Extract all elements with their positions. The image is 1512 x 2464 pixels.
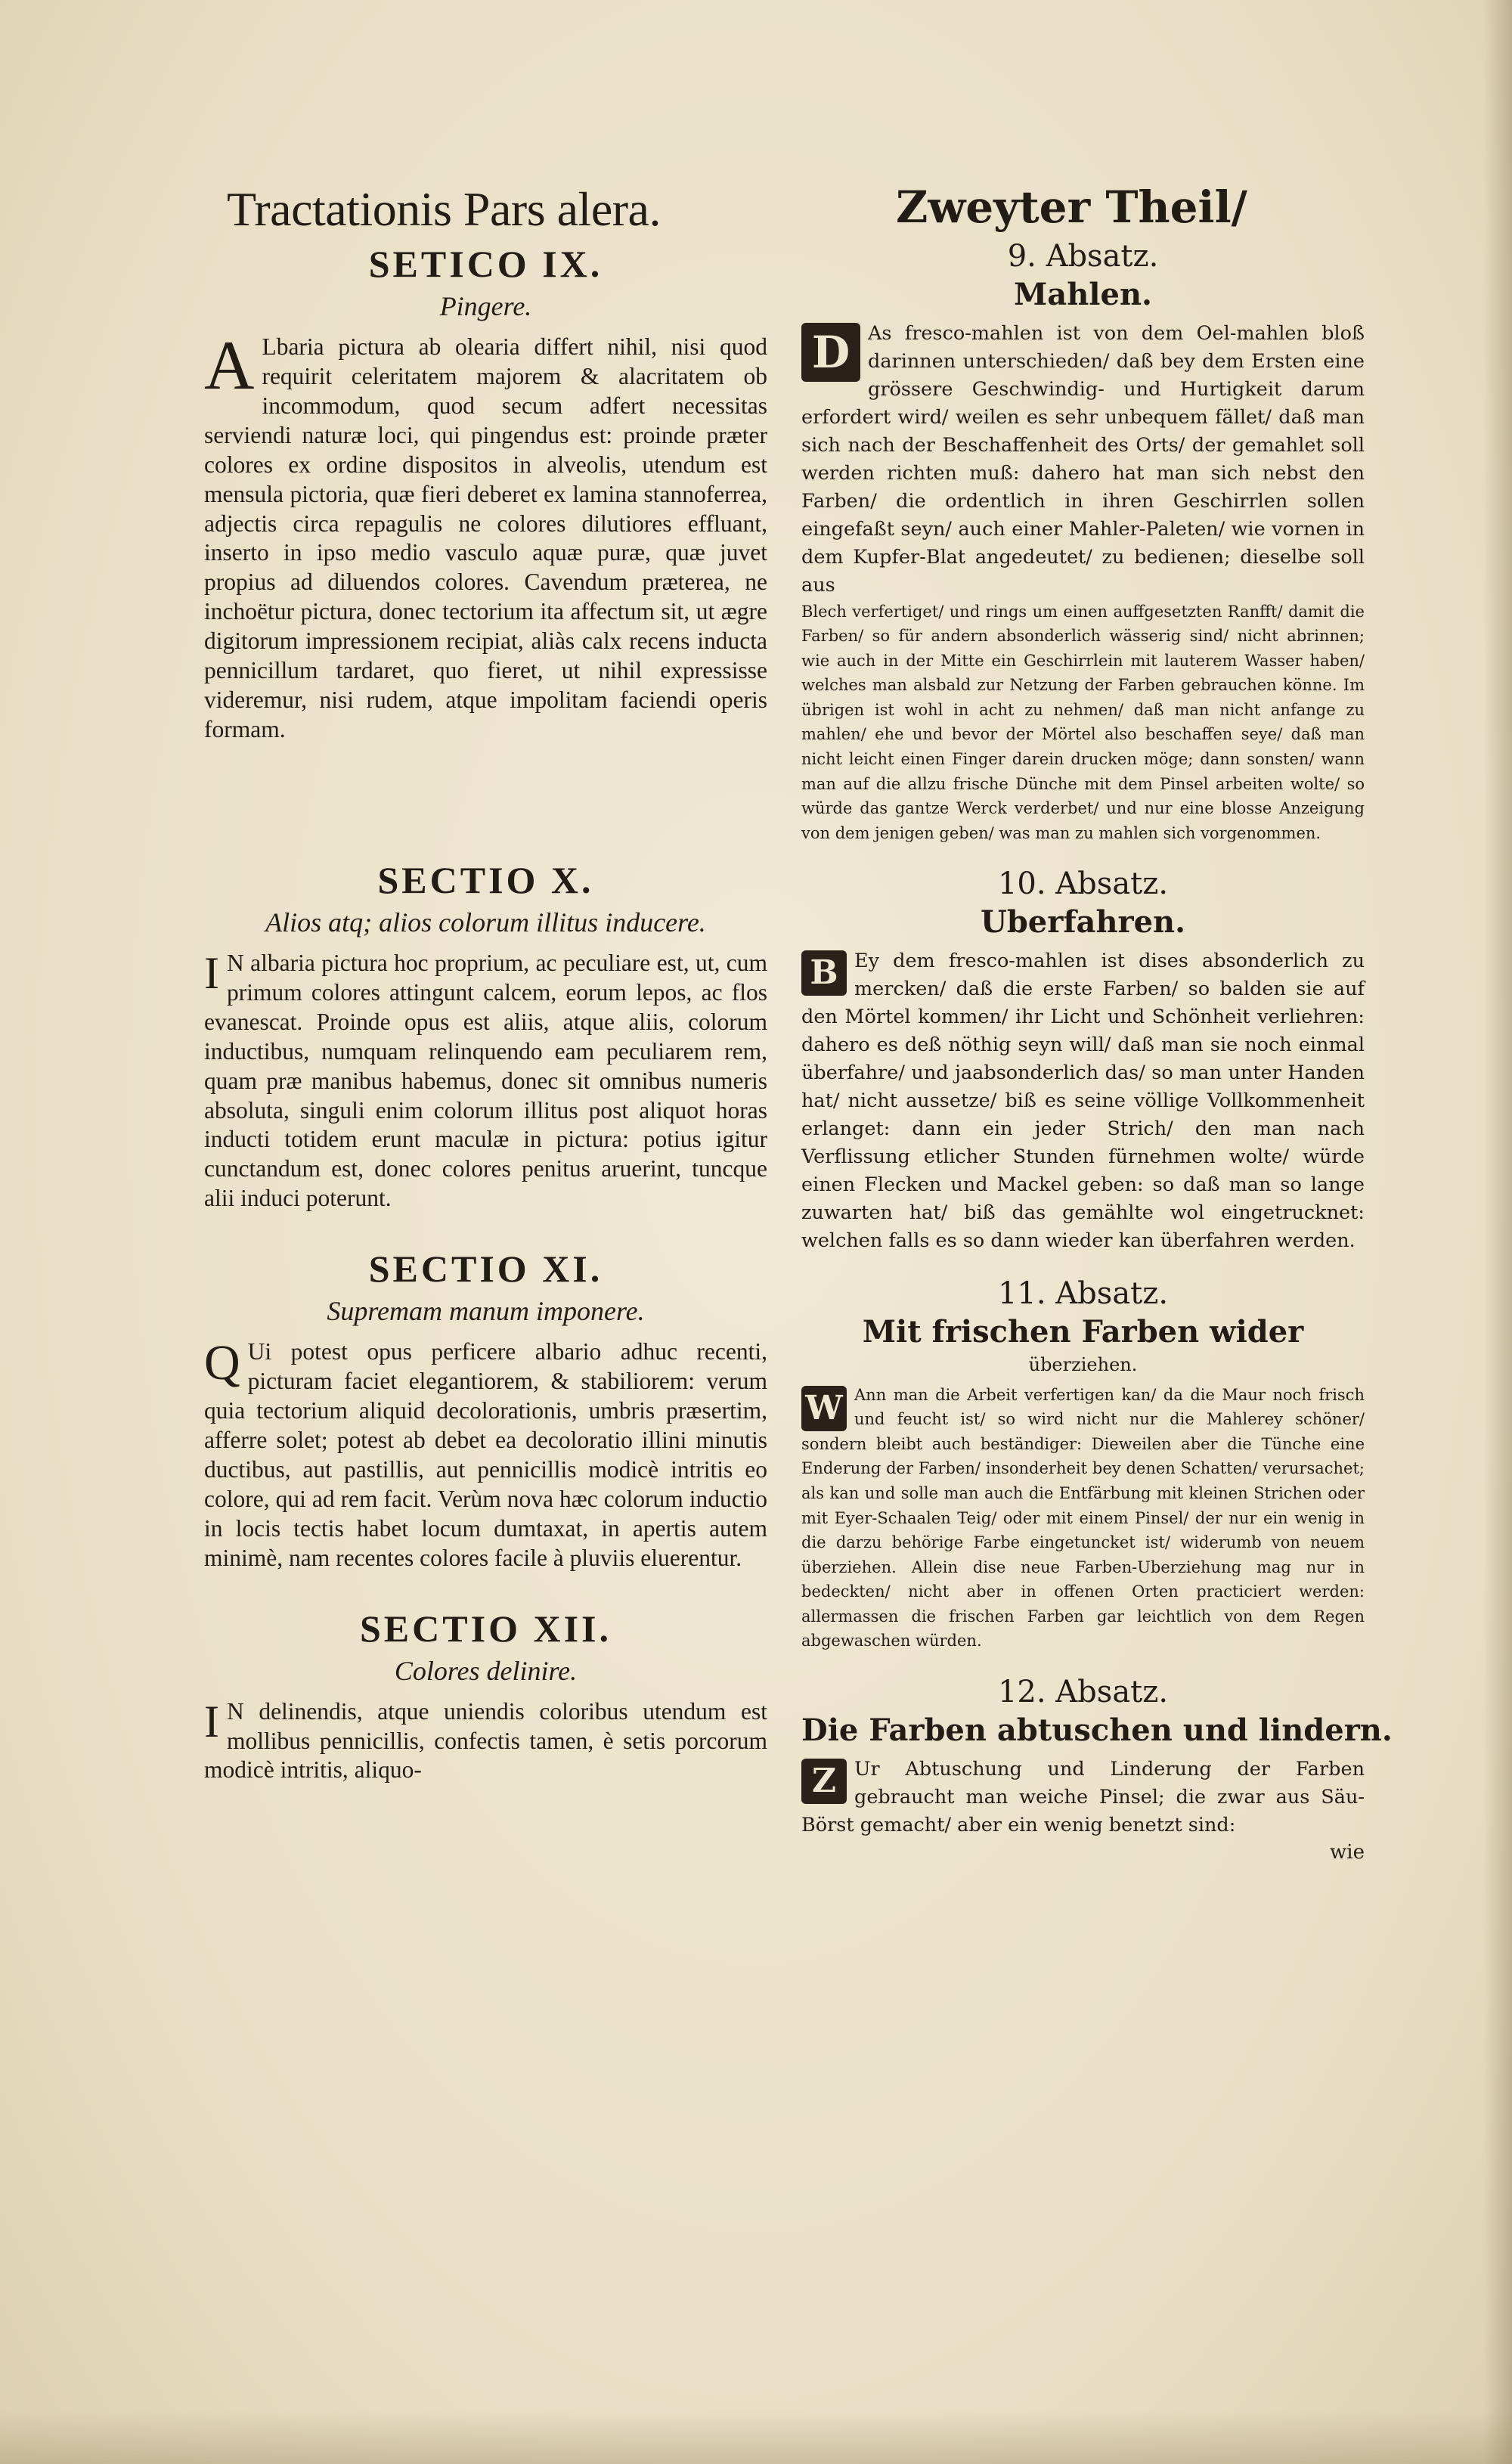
running-head-german: Zweyter Theil/ <box>896 181 1247 233</box>
absatz-text-small: Blech verfertiget/ und rings um einen auffgesetzten Ranfft/ damit die Farben/ so für andern absonderlich wässerig sind/ nicht abrinnen; wie auch in der Mitte ein Geschirrlein mit lauterem Wasser haben/ welches man alsbald zur Netzung der Farben gebrauchen könne. Im übrigen ist wohl in acht zu nehmen/ daß man nicht anfange zu mahlen/ ehe und bevor der Mörtel also beschaffen seye/ daß man nicht leicht einen Finger darein drucken möge; dann sonsten/ wann man auf die allzu frische Dünche mit dem Pinsel arbeiten wolte/ so würde das gantze Werck verderbet/ und nur eine blosse Anzeigung von dem jenigen geben/ was man zu mahlen sich vorgenommen. <box>801 602 1365 842</box>
running-head-latin: Tractationis Pars alera. <box>227 182 661 236</box>
initial-letter: D <box>801 323 860 382</box>
catchword: wie <box>1330 1840 1365 1864</box>
absatz-heading: 11. Absatz. <box>997 1275 1169 1311</box>
initial-letter: A <box>204 327 255 404</box>
section-subtitle: Alios atq; alios colorum illitus inducere. <box>265 907 706 938</box>
page-edge-shadow <box>1483 0 1512 2464</box>
absatz-text: W Ann man die Arbeit verfertigen kan/ da die Maur noch frisch und feucht ist/ so wird nicht nur die Mahlerey schöner/ sondern bleibt auch beständiger: Dieweilen aber die Tünche eine Enderung der Farben/ insonderheit bey denen Schatten/ verursachet; als kan und solle man auch die Entfärbung mit kleinen Strichen oder mit Eyer-Schaalen Teig/ oder mit einem Pinsel/ der nur ein wenig in die darzu behörige Farbe eingetuncket ist/ widerumb von neuem überziehen. Allein dise neue Farben-Uberziehung mag nur in bedeckten/ nicht aber in offenen Orten practiciert werden: allermassen die frischen Farben gar leichtlich von dem Regen abgewaschen würden. <box>801 1385 1365 1650</box>
absatz-heading: 9. Absatz. <box>1007 239 1159 274</box>
section-ix <box>204 242 767 745</box>
absatz-title: Mahlen. <box>1014 277 1152 312</box>
section-heading: SECTIO X. <box>377 858 594 901</box>
absatz-text: B Ey dem fresco-mahlen ist dises absonderlich zu mercken/ daß die erste Farben/ so balden sie auf den Mörtel kommen/ ihr Licht und Schönheit verliehren: dahero es deß nöthig seyn will/ daß man sie noch einmal überfahre/ und jaabsonderlich das/ so man unter Handen hat/ nicht aussetze/ biß es seine völlige Vollkommenheit erlanget: dann ein jeder Strich/ den man nach Verflissung etlicher Stunden fürnehmen wolte/ würde einen Flecken und Mackel geben: so daß man so lange zuwarten hat/ biß das gemählte wol eingetrucknet: welchen falls es so dann wieder kan überfahren werden. <box>801 950 1365 1252</box>
initial-letter: B <box>801 950 847 996</box>
section-subtitle: Colores delinire. <box>394 1655 578 1686</box>
section-xi <box>204 1247 767 1573</box>
initial-letter: Q <box>204 1335 240 1391</box>
section-text: A Lbaria pictura ab olearia differt nihil, nisi quod requirit celeritatem majorem & alacritatem ob incommodum, quod secum adfert necessitas serviendi naturæ loci, qui pingendus est: proinde præter colores ex ordine dispositos in alveolis, utendum est mensula pictoria, quæ fieri deberet ex lamina stannoferrea, adjectis circa repagulis ne colores dilutiores effluant, inserto in ipso medio vasculo aquæ puræ, quæ juvet propius ad diluendos colores. Cavendum præterea, ne inchoëtur pictura, donec tectorium ita affectum sit, ut ægre digitorum impressionem recipiat, aliàs calx recens inducta pennicillum tardaret, quo fieret, ut nihil expressisse videremur, nisi rudem, atque impolitam faciendi operis formam. <box>204 327 767 742</box>
section-heading: SECTIO XII. <box>360 1607 612 1650</box>
initial-letter: I <box>204 947 219 998</box>
absatz-heading: 12. Absatz. <box>997 1674 1169 1709</box>
section-subtitle: Supremam manum imponere. <box>327 1296 645 1327</box>
absatz-12 <box>801 1674 1393 1864</box>
latin-column <box>204 181 767 1785</box>
absatz-9 <box>801 239 1365 845</box>
absatz-text: D As fresco-mahlen ist von dem Oel-mahlen bloß darinnen unterschieden/ daß bey dem Ersten eine grössere Geschwindig- und Hurtigkeit darum erfordert wird/ weilen es sehr unbequem fället/ daß man sich nach der Beschaffenheit des Orts/ der gemahlet soll werden richten muß: dahero hat man sich nebst den Farben/ die ordentlich in ihren Geschirrlen sollen eingefaßt seyn/ auch einer Mahler-Paleten/ wie vornen in dem Kupfer-Blat angedeutet/ zu bedienen; dieselbe soll aus <box>801 322 1365 597</box>
page-bottom-shadow <box>0 2411 1512 2464</box>
absatz-title-small: überziehen. <box>1028 1353 1138 1375</box>
section-text: I N albaria pictura hoc proprium, ac peculiare est, ut, cum primum colores attingunt calcem, eorum lepos, ac flos evanescat. Proinde opus est aliis, atque aliis, colorum inductibus, numquam relinquendo eam peculiarem rem, quam præ manibus habemus, donec sit omnibus numeris absoluta, singuli enim colorum illitus post aliquot horas inducti totidem erunt maculæ in pictura: potius igitur cunctandum est, donec colores penitus aruerint, tuncque alii induci poterunt. <box>204 947 767 1212</box>
section-xii <box>204 1607 767 1786</box>
absatz-title: Mit frischen Farben wider <box>862 1313 1304 1350</box>
section-x <box>204 858 767 1213</box>
initial-letter: I <box>204 1696 219 1746</box>
absatz-title: Uberfahren. <box>980 904 1186 941</box>
absatz-title: Die Farben abtuschen und lindern. <box>801 1712 1393 1748</box>
german-column <box>801 181 1393 1864</box>
initial-letter: W <box>801 1386 847 1431</box>
section-text: I N delinendis, atque uniendis coloribus utendum est mollibus pennicillis, confectis tamen, è setis porcorum modicè intritis, aliquo- <box>204 1696 767 1784</box>
absatz-11 <box>801 1276 1365 1654</box>
section-subtitle: Pingere. <box>439 291 532 321</box>
section-heading: SECTIO XI. <box>368 1247 603 1291</box>
absatz-10 <box>801 866 1365 1255</box>
absatz-text: Z Ur Abtuschung und Linderung der Farben gebraucht man weiche Pinsel; die zwar aus Säu-Börst gemacht/ aber ein wenig benetzt sind: <box>801 1757 1365 1836</box>
section-text: Q Ui potest opus perficere albario adhuc recenti, picturam faciet elegantiorem, & stabiliorem: verum quia tectorium aliquid decolorationis, umbris præsertim, afferre solet; potest ab debet ea decoloratio illini minutis ductibus, aut pastillis, aut pennicillis modicè intritis eo colore, qui ad rem facit. Verùm nova hæc colorum inductio in locis tectis habet locum dumtaxat, in apertis autem minimè, nam recentes colores facile à pluviis eluerentur. <box>204 1335 767 1571</box>
absatz-heading: 10. Absatz. <box>997 866 1169 902</box>
section-heading: SETICO IX. <box>368 243 603 285</box>
initial-letter: Z <box>801 1759 847 1804</box>
